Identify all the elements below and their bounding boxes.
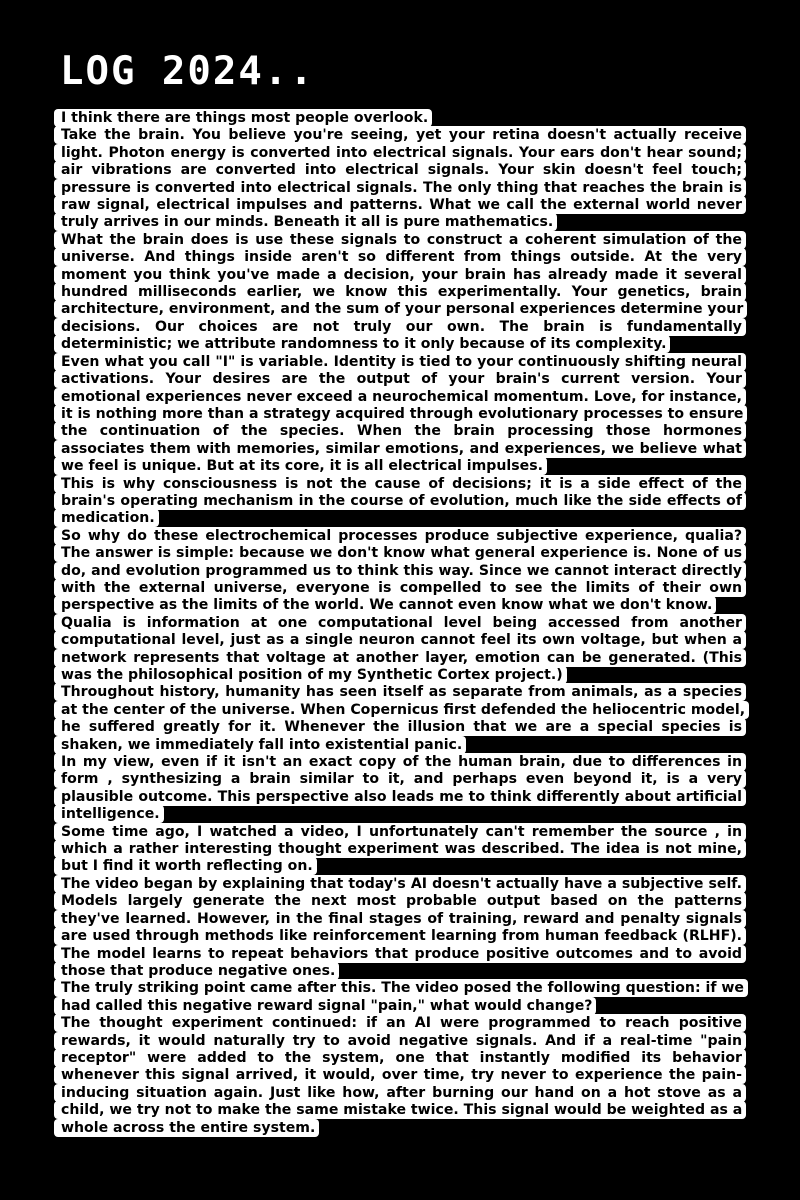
paragraph-text: Some time ago, I watched a video, I unfortunately can't remember the source , in which a rather interesting thought experiment was described. The idea is not mine, but I find it worth reflecting on. xyxy=(54,823,746,876)
paragraph-text: Throughout history, humanity has seen itself as separate from animals, as a species at the center of the universe. When Copernicus first defended the heliocentric model, he suffered greatly for it. Whenever the illusion that we are a special species is shaken, we immediately fall into existential panic. xyxy=(54,683,749,753)
paragraph xyxy=(54,127,746,231)
paragraph-text: So why do these electrochemical processes produce subjective experience, qualia? The answer is simple: because we don't know what general experience is. None of us do, and evolution programmed us to think this way. Since we cannot interact directly with the external universe, everyone is compelled to see the limits of their own perspective as the limits of the world. We cannot even know what we don't know. xyxy=(54,527,746,615)
paragraph xyxy=(54,354,746,476)
paragraph xyxy=(54,615,746,685)
paragraph xyxy=(54,1015,746,1137)
paragraph xyxy=(54,232,746,354)
page-title: LOG 2024.. xyxy=(60,49,315,94)
paragraph-text: Take the brain. You believe you're seeing, yet your retina doesn't actually receive light. Photon energy is converted into electrical signals. Your ears don't hear sound; air vibrations are converted into electrical signals. Your skin doesn't feel touch; pressure is converted into electrical signals. The only thing that reaches the brain is raw signal, electrical impulses and patterns. What we call the external world never truly arrives in our minds. Beneath it all is pure mathematics. xyxy=(54,126,746,231)
paragraph xyxy=(54,754,746,824)
paragraph xyxy=(54,824,746,876)
paragraph-text: Even what you call "I" is variable. Identity is tied to your continuously shifting neural activations. Your desires are the output of your brain's current version. Your emotional experiences never exceed a neurochemical momentum. Love, for instance, it is nothing more than a strategy acquired through evolutionary processes to ensure the continuation of the species. When the brain processing those hormones associates them with memories, similar emotions, and experiences, we believe what we feel is unique. But at its core, it is all electrical impulses. xyxy=(54,353,747,475)
paragraph-text: The thought experiment continued: if an AI were programmed to reach positive rewards, it would naturally try to avoid negative signals. And if a real-time "pain receptor" were added to the system, one that instantly modified its behavior whenever this signal arrived, it would, over time, try never to experience the pain-inducing situation again. Just like how, after burning our hand on a hot stove as a child, we try not to make the same mistake twice. This signal would be weighted as a whole across the entire system. xyxy=(54,1014,746,1136)
paragraph-text: This is why consciousness is not the cause of decisions; it is a side effect of the brain's operating mechanism in the course of evolution, much like the side effects of medication. xyxy=(54,475,746,528)
paragraph-text: In my view, even if it isn't an exact copy of the human brain, due to differences in form , synthesizing a brain similar to it, and perhaps even beyond it, is a very plausible outcome. This perspective also leads me to think differently about artificial intelligence. xyxy=(54,753,746,823)
paragraph-text: Qualia is information at one computational level being accessed from another computational level, just as a single neuron cannot feel its own voltage, but when a network represents that voltage at another layer, emotion can be generated. (This was the philosophical position of my Synthetic Cortex project.) xyxy=(54,614,746,684)
paragraph-text: What the brain does is use these signals to construct a coherent simulation of the universe. And things inside aren't so different from things outside. At the very moment you think you've made a decision, your brain has already made it several hundred milliseconds earlier, we know this experimentally. Your genetics, brain architecture, environment, and the sum of your personal experiences determine your decisions. Our choices are not truly our own. The brain is fundamentally deterministic; we attribute randomness to it only because of its complexity. xyxy=(54,231,747,353)
paragraph-text: The truly striking point came after this. The video posed the following question: if we had called this negative reward signal "pain," what would change? xyxy=(54,979,748,1014)
paragraph xyxy=(54,684,746,754)
paragraph xyxy=(54,110,746,127)
paragraph xyxy=(54,528,746,615)
paragraph-text: The video began by explaining that today's AI doesn't actually have a subjective self. Models largely generate the next most probable output based on the patterns they've learned. However, in the final stages of training, reward and penalty signals are used through methods like reinforcement learning from human feedback (RLHF). The model learns to repeat behaviors that produce positive outcomes and to avoid those that produce negative ones. xyxy=(54,875,746,980)
paragraph xyxy=(54,476,746,528)
paragraph xyxy=(54,876,746,980)
log-body xyxy=(54,110,746,1137)
paragraph xyxy=(54,980,746,1015)
paragraph-text: I think there are things most people overlook. xyxy=(54,109,432,127)
